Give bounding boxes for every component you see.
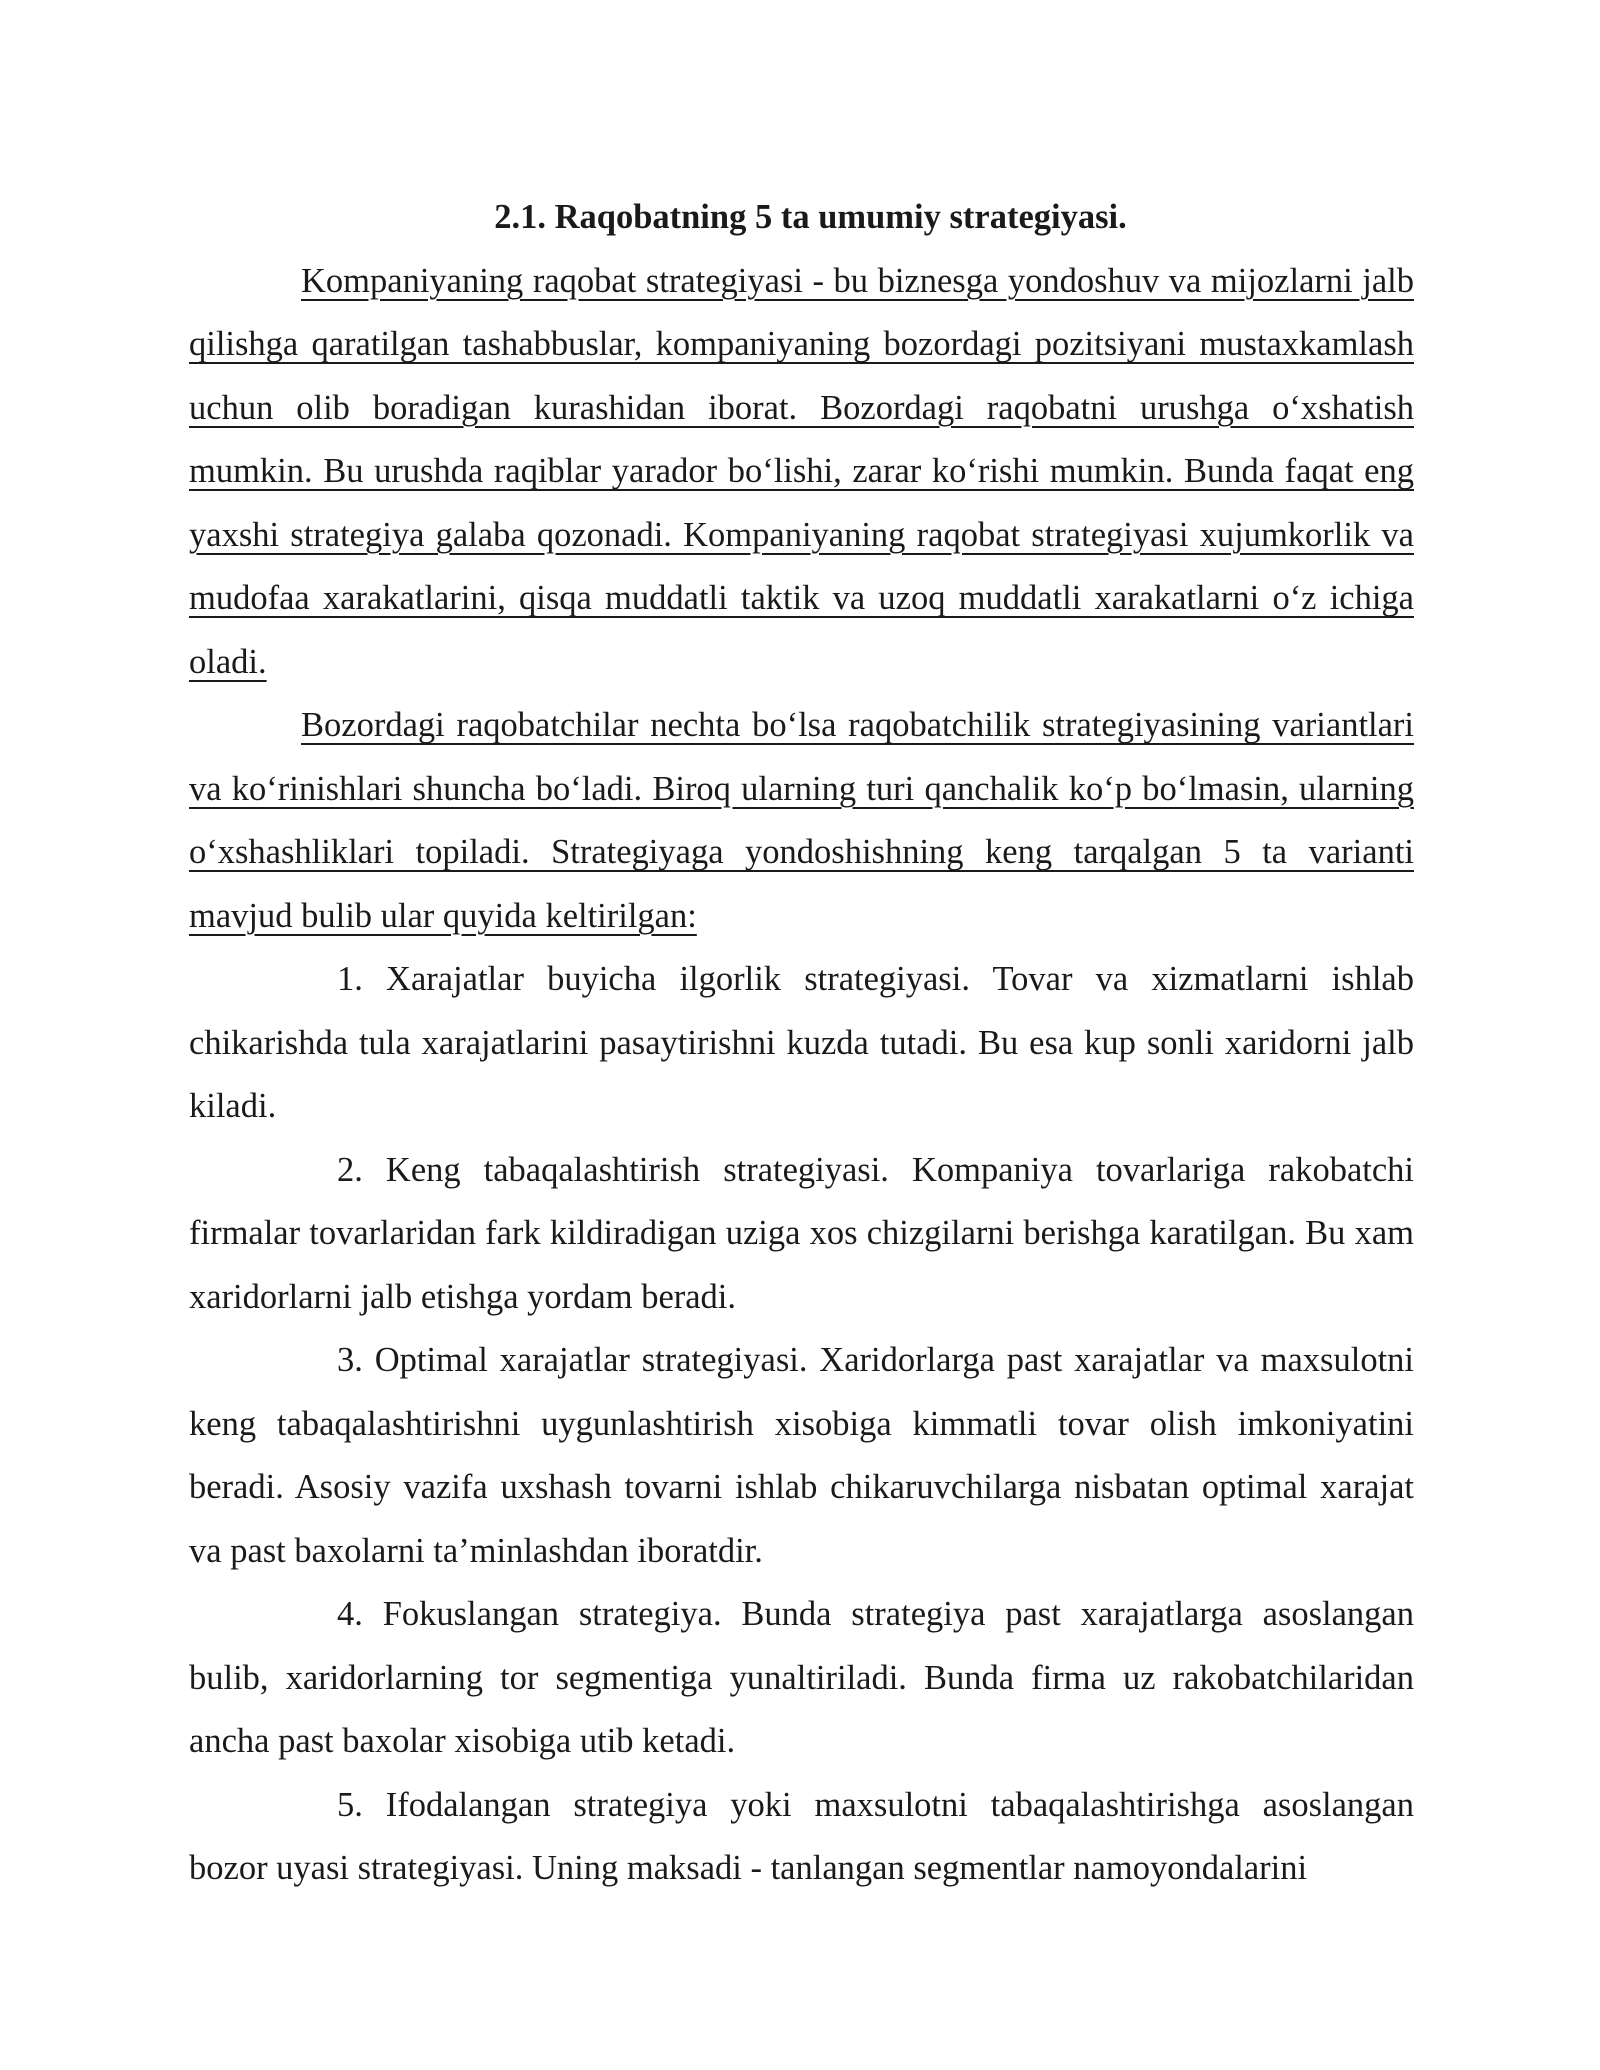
list-item-differentiation: 2. Keng tabaqalashtirish strategiyasi. Kompaniya tovarlariga rakobatchi firmalar tovarlaridan fark kildiradigan uziga xos chizgilarni berishga karatilgan. Bu xam xaridorlarni jalb etishga yordam beradi. [189, 1150, 1414, 1316]
list-item-optimal-cost: 3. Optimal xarajatlar strategiyasi. Xaridorlarga past xarajatlar va maxsulotni keng tabaqalashtirishni uygunlashtirish xisobiga kimmatli tovar olish imkoniyatini beradi. Asosiy vazifa uxshash tovarni ishlab chikaruvchilarga nisbatan optimal xarajat va past baxolarni ta’minlashdan iboratdir. [189, 1341, 1414, 1570]
list-item-cost-leadership: 1. Xarajatlar buyicha ilgorlik strategiyasi. Tovar va xizmatlarni ishlab chikarishda tula xarajatlarini pasaytirishni kuzda tutadi. Bu esa kup sonli xaridorni jalb kiladi. [189, 960, 1414, 1125]
document-body [189, 186, 1414, 1901]
list-item-niche: 5. Ifodalangan strategiya yoki maxsulotni tabaqalashtirishga asoslangan bozor uyasi strategiyasi. Uning maksadi - tanlangan segmentlar namoyondalarini [189, 1785, 1414, 1887]
paragraph-competitive-strategy: Kompaniyaning raqobat strategiyasi - bu biznesga yondoshuv va mijozlarni jalb qilishga qaratilgan tashabbuslar, kompaniyaning bozordagi pozitsiyani mustaxkamlash uchun olib boradigan kurashidan iborat. Bozordagi raqobatni urushga o‘xshatish mumkin. Bu urushda raqiblar yarador bo‘lishi, zarar ko‘rishi mumkin. Bunda faqat eng yaxshi strategiya galaba qozonadi. Kompaniyaning raqobat strategiyasi xujumkorlik va mudofaa xarakatlarini, qisqa muddatli taktik va uzoq muddatli xarakatlarni o‘z ichiga oladi. [189, 261, 1414, 681]
section-title: 2.1. Raqobatning 5 ta umumiy strategiyasi. [494, 198, 1127, 236]
list-item-focused: 4. Fokuslangan strategiya. Bunda strategiya past xarajatlarga asoslangan bulib, xaridorlarning tor segmentiga yunaltiriladi. Bunda firma uz rakobatchilaridan ancha past baxolar xisobiga utib ketadi. [189, 1595, 1414, 1760]
paragraph-strategy-variants: Bozordagi raqobatchilar nechta bo‘lsa raqobatchilik strategiyasining variantlari va ko‘rinishlari shuncha bo‘ladi. Biroq ularning turi qanchalik ko‘p bo‘lmasin, ularning o‘xshashliklari topiladi. Strategiyaga yondoshishning keng tarqalgan 5 ta varianti mavjud bulib ular quyida keltirilgan: [189, 706, 1414, 935]
